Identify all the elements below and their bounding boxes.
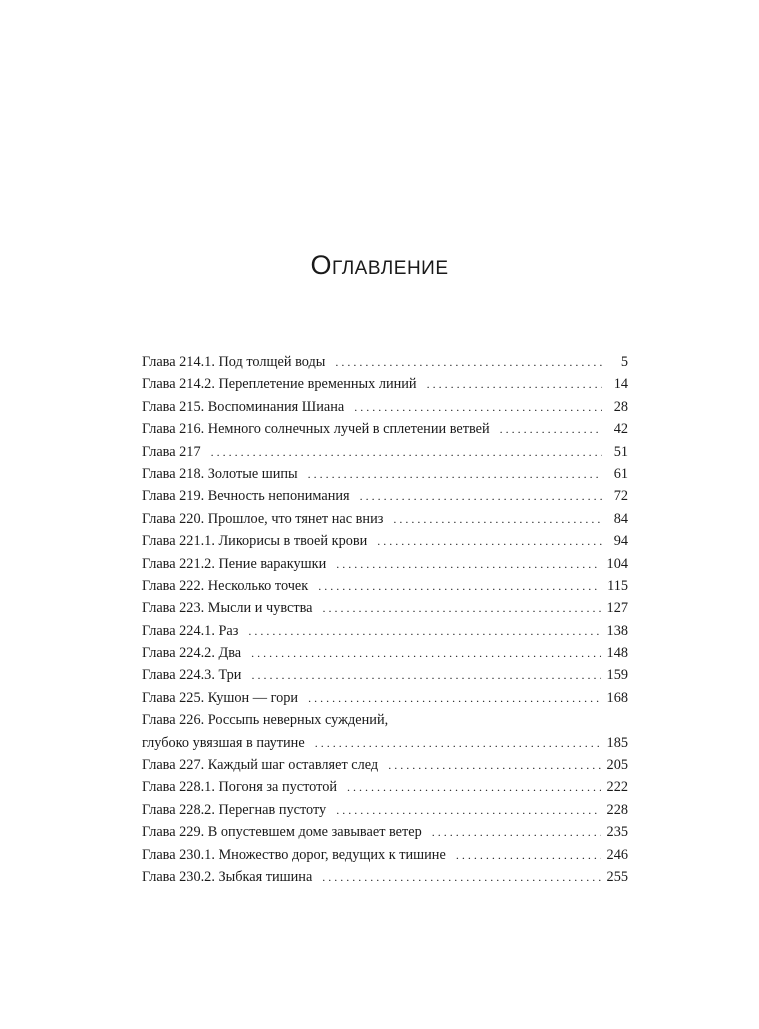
- dot-leader: [427, 373, 602, 395]
- toc-entry-continuation[interactable]: [142, 732, 628, 754]
- toc-entry-title: Глава 220. Прошлое, что тянет нас вниз: [142, 510, 384, 527]
- toc-entry-title: глубоко увязшая в паутине: [142, 734, 305, 751]
- toc-entry-title: Глава 225. Кушон — гори: [142, 689, 299, 706]
- toc-entry-page: 235: [606, 824, 628, 841]
- toc-entry-page: 148: [606, 645, 628, 662]
- toc-entry-title: Глава 224.2. Два: [142, 645, 242, 662]
- toc-entry-page: 159: [606, 667, 628, 684]
- toc-entry-page: 205: [606, 757, 628, 774]
- toc-entry-page: 28: [613, 398, 628, 415]
- toc-entry-page: 185: [606, 734, 628, 751]
- toc-entry-page: 138: [606, 622, 628, 639]
- toc-entry-title: Глава 227. Каждый шаг оставляет след: [142, 757, 379, 774]
- toc-entry-title: Глава 218. Золотые шипы: [142, 465, 298, 482]
- dot-leader: [336, 553, 600, 575]
- dot-leader: [336, 799, 600, 821]
- toc-entry[interactable]: [142, 530, 628, 552]
- toc-entry-title: Глава 221.2. Пение варакушки: [142, 555, 327, 572]
- toc-entry-title: Глава 226. Россыпь неверных суждений,: [142, 712, 389, 729]
- toc-entry[interactable]: [142, 799, 628, 821]
- toc-entry-title: Глава 224.3. Три: [142, 667, 242, 684]
- dot-leader: [377, 530, 602, 552]
- toc-entry-title: Глава 230.1. Множество дорог, ведущих к тишине: [142, 846, 446, 863]
- toc-entry[interactable]: [142, 620, 628, 642]
- toc-entry-title: Глава 230.2. Зыбкая тишина: [142, 868, 313, 885]
- dot-leader: [251, 664, 600, 686]
- dot-leader: [318, 575, 601, 597]
- toc-entry-title: Глава 224.1. Раз: [142, 622, 239, 639]
- page-title: Оглавление: [310, 250, 449, 280]
- dot-leader: [211, 441, 602, 463]
- dot-leader: [315, 732, 601, 754]
- table-of-contents: [142, 351, 628, 888]
- toc-entry-title: Глава 214.1. Под толщей воды: [142, 354, 326, 370]
- toc-entry[interactable]: [142, 866, 628, 888]
- toc-entry[interactable]: [142, 687, 628, 709]
- toc-entry-title: Глава 221.1. Ликорисы в твоей крови: [142, 533, 368, 550]
- dot-leader: [308, 687, 600, 709]
- toc-entry-page: 168: [606, 689, 628, 706]
- toc-entry-first-line[interactable]: [142, 709, 628, 731]
- dot-leader: [335, 351, 602, 373]
- dot-leader: [347, 776, 601, 798]
- toc-entry-page: 246: [606, 846, 628, 863]
- toc-entry[interactable]: [142, 597, 628, 619]
- dot-leader: [360, 485, 602, 507]
- toc-entry[interactable]: [142, 754, 628, 776]
- toc-entry[interactable]: [142, 776, 628, 798]
- toc-entry-page: 104: [606, 555, 628, 572]
- toc-entry[interactable]: [142, 844, 628, 866]
- toc-entry[interactable]: [142, 373, 628, 395]
- toc-entry-title: Глава 222. Несколько точек: [142, 577, 309, 594]
- dot-leader: [500, 418, 602, 440]
- dot-leader: [354, 396, 602, 418]
- toc-entry-page: 42: [613, 421, 628, 438]
- toc-entry-title: Глава 215. Воспоминания Шиана: [142, 398, 345, 415]
- toc-entry[interactable]: [142, 351, 628, 373]
- dot-leader: [248, 620, 600, 642]
- toc-entry-page: 5: [620, 354, 628, 370]
- dot-leader: [388, 754, 600, 776]
- toc-entry-page: 228: [606, 801, 628, 818]
- toc-entry[interactable]: [142, 821, 628, 843]
- toc-entry[interactable]: [142, 508, 628, 530]
- toc-entry-page: 51: [613, 443, 628, 460]
- toc-entry[interactable]: [142, 463, 628, 485]
- toc-entry-page: 94: [613, 533, 628, 550]
- toc-entry[interactable]: [142, 553, 628, 575]
- toc-entry[interactable]: [142, 418, 628, 440]
- toc-entry[interactable]: [142, 642, 628, 664]
- toc-entry[interactable]: [142, 575, 628, 597]
- toc-entry[interactable]: [142, 441, 628, 463]
- toc-entry-title: Глава 219. Вечность непонимания: [142, 488, 350, 505]
- toc-entry-page: 127: [606, 600, 628, 617]
- toc-entry-title: Глава 228.2. Перегнав пустоту: [142, 801, 327, 818]
- toc-entry-page: 61: [613, 465, 628, 482]
- dot-leader: [432, 821, 601, 843]
- toc-entry[interactable]: [142, 485, 628, 507]
- toc-entry-title: Глава 214.2. Переплетение временных линий: [142, 376, 417, 393]
- toc-entry[interactable]: [142, 664, 628, 686]
- toc-entry-title: Глава 223. Мысли и чувства: [142, 600, 313, 617]
- dot-leader: [456, 844, 601, 866]
- dot-leader: [251, 642, 600, 664]
- toc-entry-page: 14: [613, 376, 628, 393]
- toc-entry-page: 255: [606, 868, 628, 885]
- toc-entry[interactable]: [142, 396, 628, 418]
- dot-leader: [308, 463, 602, 485]
- toc-entry-title: Глава 217: [142, 443, 201, 460]
- toc-entry-title: Глава 229. В опустевшем доме завывает ветер: [142, 824, 422, 841]
- toc-entry-page: 72: [613, 488, 628, 505]
- toc-entry-page: 222: [606, 779, 628, 796]
- dot-leader: [393, 508, 602, 530]
- toc-entry-title: Глава 228.1. Погоня за пустотой: [142, 779, 337, 796]
- dot-leader: [322, 866, 600, 888]
- toc-entry-title: Глава 216. Немного солнечных лучей в сплетении ветвей: [142, 421, 490, 438]
- toc-entry-page: 115: [607, 577, 628, 594]
- toc-entry-page: 84: [613, 510, 628, 527]
- dot-leader: [323, 597, 601, 619]
